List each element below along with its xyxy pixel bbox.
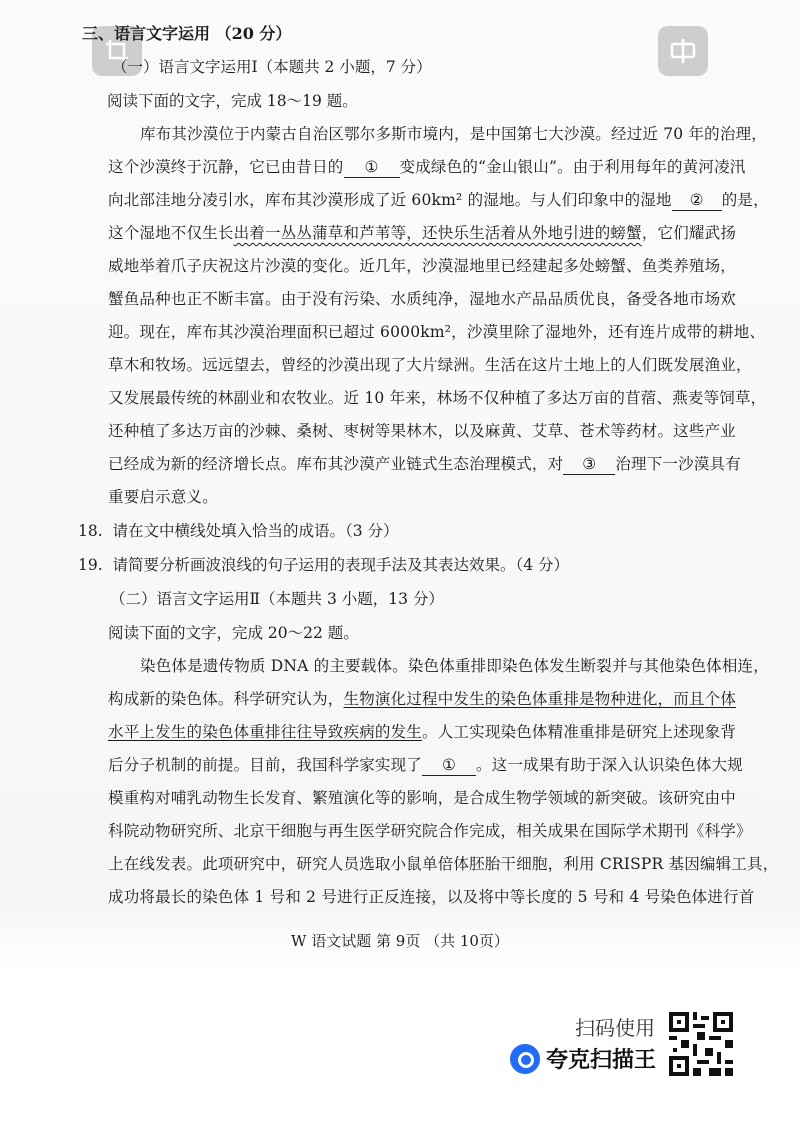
question-text: 请简要分析画波浪线的句子运用的表现手法及其表达效果。（4 分）: [112, 556, 570, 574]
p1-line-4: [108, 223, 736, 243]
p2-line-3: [108, 722, 736, 742]
p1-line-7: 迎。现在，库布其沙漠治理面积已超过 6000km²，沙漠里除了湿地外，还有连片成带的耕地、: [108, 323, 766, 341]
part1-instruction: 阅读下面的文字，完成 18～19 题。: [107, 92, 358, 110]
question-number: 19.: [78, 556, 103, 574]
text-segment: ，它们耀武扬: [641, 224, 737, 242]
underlined-sentence: 水平上发生的染色体重排往往导致疾病的发生: [108, 723, 423, 741]
scan-to-use-label: 扫码使用: [575, 1016, 655, 1040]
question-19: [78, 555, 569, 575]
p1-line-11: [108, 454, 741, 475]
p1-line-5: 威地举着爪子庆祝这片沙漠的变化。近几年，沙漠湿地里已经建起多处螃蟹、鱼类养殖场，: [108, 257, 737, 275]
p1-line-2: [108, 157, 745, 178]
question-text: 请在文中横线处填入恰当的成语。（3 分）: [112, 522, 399, 540]
blank-3: ③: [563, 454, 615, 475]
text-segment: 已经成为新的经济增长点。库布其沙漠产业链式生态治理模式，对: [108, 455, 564, 473]
translate-button[interactable]: [658, 26, 708, 76]
wavy-underlined-sentence: 出着一丛丛蒲草和芦苇等，还快乐生活着从外地引进的螃蟹: [233, 224, 642, 242]
text-segment: 。人工实现染色体精准重排是研究上述现象背: [422, 723, 737, 741]
p1-line-6: 蟹鱼品种也正不断丰富。由于没有污染、水质纯净，湿地水产品品质优良，备受各地市场欢: [108, 290, 737, 308]
p1-line-10: 还种植了多达万亩的沙棘、桑树、枣树等果林木，以及麻黄、艾草、苍术等药材。这些产业: [108, 422, 737, 440]
blank-1: ①: [344, 157, 400, 178]
brand-watermark: [510, 1043, 656, 1074]
section-title: 三、语言文字运用 （20 分）: [82, 24, 292, 43]
blank-1: ①: [422, 755, 476, 776]
blank-2: ②: [672, 190, 722, 211]
p2-line-1: 染色体是遗传物质 DNA 的主要载体。染色体重排即染色体发生断裂并与其他染色体相连，: [140, 657, 769, 675]
quark-logo-icon: [510, 1044, 540, 1074]
p2-line-6: 科院动物研究所、北京干细胞与再生医学研究院合作完成，相关成果在国际学术期刊《科学》: [108, 822, 752, 840]
text-segment: 后分子机制的前提。目前，我国科学家实现了: [108, 756, 423, 774]
page-footer: W 语文试题 第 9页 （共 10页）: [291, 932, 509, 950]
p2-line-4: [108, 755, 743, 776]
p1-line-3: [108, 190, 769, 211]
qr-code-icon[interactable]: [669, 1012, 733, 1076]
p1-line-1: 库布其沙漠位于内蒙古自治区鄂尔多斯市境内，是中国第七大沙漠。经过近 70 年的治理，: [140, 125, 767, 143]
p1-line-8: 草木和牧场。远远望去，曾经的沙漠出现了大片绿洲。生活在这片土地上的人们既发展渔业，: [108, 356, 752, 374]
text-segment: 构成新的染色体。科学研究认为，: [108, 690, 344, 708]
brand-name: 夸克扫描王: [546, 1048, 657, 1073]
translate-icon: [669, 37, 697, 65]
p1-line-9: 又发展最传统的林副业和农牧业。近 10 年来，林场不仅种植了多达万亩的苜蓿、燕麦等饲草，: [108, 389, 767, 407]
p2-line-2: [108, 689, 736, 709]
part1-heading: （一）语言文字运用Ⅰ（本题共 2 小题，7 分）: [112, 58, 432, 76]
question-number: 18.: [78, 522, 103, 540]
text-segment: 这个沙漠终于沉静，它已由昔日的: [108, 158, 344, 176]
text-segment: 治理下一沙漠具有: [615, 455, 741, 473]
text-segment: 。这一成果有助于深入认识染色体大规: [476, 756, 743, 774]
part2-instruction: 阅读下面的文字，完成 20～22 题。: [108, 624, 359, 642]
p2-line-8: 成功将最长的染色体 1 号和 2 号进行正反连接，以及将中等长度的 5 号和 4 号染色体进行首: [108, 888, 755, 906]
p1-line-12: 重要启示意义。: [108, 488, 218, 506]
p2-line-5: 模重构对哺乳动物生长发育、繁殖演化等的影响，是合成生物学领域的新突破。该研究由中: [108, 789, 737, 807]
p2-line-7: 上在线发表。此项研究中，研究人员选取小鼠单倍体胚胎干细胞，利用 CRISPR 基因编辑工具，: [108, 855, 779, 873]
text-segment: 变成绿色的“金山银山”。由于利用每年的黄河凌汛: [399, 158, 746, 176]
question-18: [78, 521, 399, 541]
text-segment: 向北部洼地分凌引水，库布其沙漠形成了近 60km² 的湿地。与人们印象中的湿地: [108, 191, 672, 209]
text-segment: 的是，: [721, 191, 769, 209]
text-segment: 这个湿地不仅生长: [108, 224, 234, 242]
part2-heading: （二）语言文字运用Ⅱ（本题共 3 小题，13 分）: [110, 590, 444, 608]
underlined-sentence: 生物演化过程中发生的染色体重排是物种进化，而且个体: [343, 690, 737, 708]
